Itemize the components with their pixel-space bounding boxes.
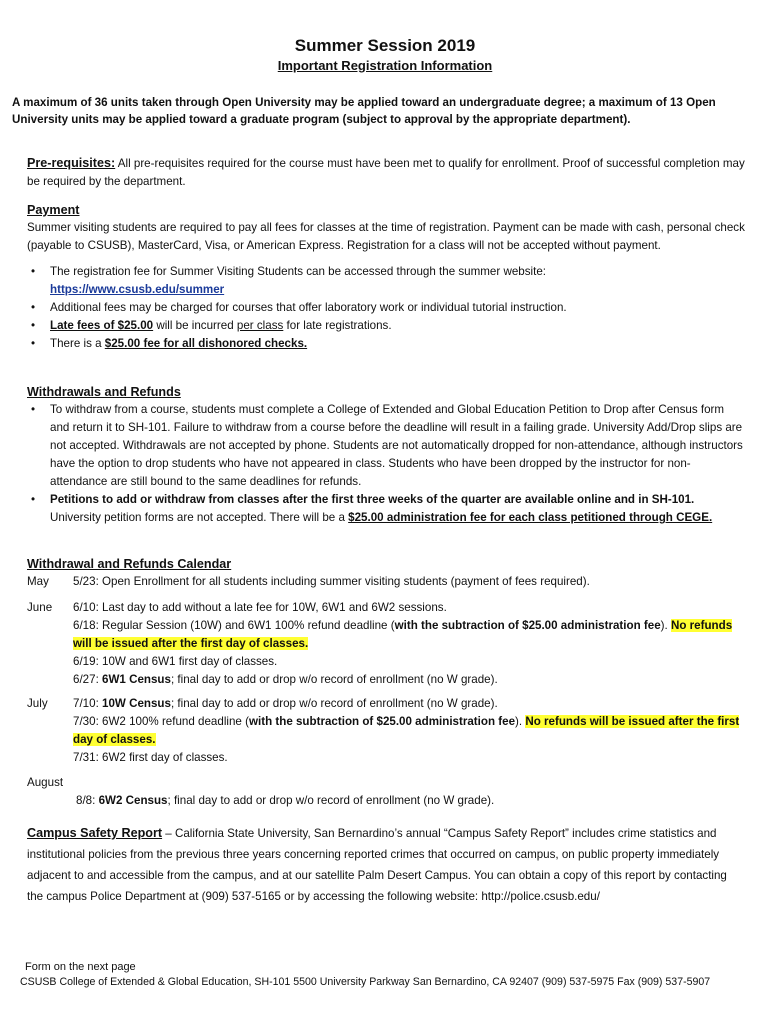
- list-item: • Additional fees may be charged for courses that offer laboratory work or individual tutorial instruction.: [27, 299, 745, 317]
- dishonored-check-fee: $25.00 fee for all dishonored checks.: [104, 337, 308, 350]
- list-item: • To withdraw from a course, students must complete a College of Extended and Global Education Petition to Drop after Census form and return it to SH-101. Failure to withdraw from a course before the deadline will result in a failing grade. University Add/Drop slips are not accepted. Withdrawals are not accepted by phone. Students are not automatically dropped for non-attendance, although instructors have the option to drop students who have not appeared in class. Students who have been dropped by the instructor for non-attendance are still bound to the same deadlines for refunds.: [27, 401, 745, 491]
- campus-safety-heading: Campus Safety Report: [27, 826, 163, 840]
- punctuation: ).: [660, 619, 671, 632]
- footer-address: CSUSB College of Extended & Global Education, SH-101 5500 University Parkway San Bernardino, CA 92407 (909) 537-5975 Fax (909) 537-5907: [20, 976, 711, 988]
- payment-bullets: [27, 263, 745, 353]
- census-label: 10W Census: [102, 697, 171, 710]
- calendar-august: [27, 774, 745, 810]
- campus-safety-text: – California State University, San Bernardino’s annual “Campus Safety Report” includes crime statistics and institutional policies from the previous three years concerning reported crimes that occurred on campus, on public property immediately adjacent to and accessible from the campus, and at our satellite Palm Desert Campus. You can obtain a copy of this report by contacting the campus Police Department at (909) 537-5165 or by accessing the following website: http://police.csusb.edu/: [27, 827, 727, 903]
- page-subtitle: Important Registration Information: [277, 58, 493, 73]
- withdrawals-heading: Withdrawals and Refunds: [27, 385, 181, 399]
- list-item: [27, 335, 745, 353]
- no-refund-highlight: No refunds will be issued after the first day of classes.: [73, 619, 733, 650]
- list-item: [27, 491, 745, 527]
- month-label: May: [27, 575, 49, 588]
- late-fee-text: will be incurred: [153, 319, 237, 332]
- census-label: 6W2 Census: [98, 794, 168, 807]
- late-fee-amount: Late fees of $25.00: [50, 319, 154, 332]
- per-class-text: per class: [236, 319, 284, 332]
- payment-heading: Payment: [27, 203, 80, 217]
- calendar-line: 6/19: 10W and 6W1 first day of classes.: [73, 655, 278, 668]
- form-next-page-note: Form on the next page: [25, 961, 136, 973]
- no-refund-highlight: No refunds will be issued after the first day of classes.: [73, 715, 740, 746]
- prerequisites-section: [27, 154, 745, 191]
- calendar-june: [27, 599, 745, 689]
- dishonored-prefix: There is a: [50, 337, 105, 350]
- census-text: ; final day to add or drop w/o record of enrollment (no W grade).: [170, 673, 498, 686]
- month-label: June: [27, 601, 53, 614]
- payment-text: Summer visiting students are required to pay all fees for classes at the time of registration. Payment can be made with cash, personal check (payable to CSUSB), MasterCard, Visa, or American Express. Registration for a class will not be accepted without payment.: [27, 221, 745, 252]
- census-text: ; final day to add or drop w/o record of enrollment (no W grade).: [167, 794, 495, 807]
- calendar-line: [76, 792, 745, 810]
- registration-fee-text: The registration fee for Summer Visiting Students can be accessed through the summer website:: [50, 265, 546, 278]
- subtraction-note: with the subtraction of $25.00 administration fee: [394, 619, 661, 632]
- date-text: 8/8:: [76, 794, 99, 807]
- calendar-july: [27, 695, 745, 767]
- payment-section: [27, 201, 745, 353]
- date-text: 6/27:: [73, 673, 103, 686]
- census-label: 6W1 Census: [102, 673, 171, 686]
- prerequisites-text: All pre-requisites required for the course must have been met to qualify for enrollment. Proof of successful completion may be required by the department.: [27, 157, 745, 188]
- calendar-line: 5/23: Open Enrollment for all students including summer visiting students (payment of fees required).: [73, 575, 590, 588]
- census-text: ; final day to add or drop w/o record of enrollment (no W grade).: [170, 697, 498, 710]
- calendar-may: [27, 573, 745, 591]
- refund-deadline-text: 7/30: 6W2 100% refund deadline (: [73, 715, 249, 728]
- prerequisites-heading: Pre-requisites:: [27, 156, 116, 170]
- refund-deadline-text: 6/18: Regular Session (10W) and 6W1 100% refund deadline (: [73, 619, 395, 632]
- petition-notice: Petitions to add or withdraw from classes after the first three weeks of the quarter are available online and in SH-101.: [50, 493, 695, 506]
- date-text: 7/10:: [73, 697, 103, 710]
- withdrawals-bullets: [27, 401, 745, 527]
- petition-text: University petition forms are not accepted. There will be a: [50, 511, 349, 524]
- calendar-section: [27, 555, 745, 573]
- list-item: [27, 317, 745, 335]
- month-label: August: [27, 776, 64, 789]
- calendar-line: [73, 671, 745, 689]
- late-fee-suffix: for late registrations.: [283, 319, 392, 332]
- calendar-line: 7/31: 6W2 first day of classes.: [73, 751, 228, 764]
- page-title: Summer Session 2019: [294, 36, 476, 55]
- units-notice: A maximum of 36 units taken through Open University may be applied toward an undergraduate degree; a maximum of 13 Open University units may be applied toward a graduate program (subject to approval by the appropriate department).: [12, 96, 716, 126]
- withdrawals-section: [27, 383, 745, 527]
- subtraction-note: with the subtraction of $25.00 administration fee: [248, 715, 516, 728]
- calendar-line: [73, 695, 745, 713]
- month-label: July: [27, 697, 48, 710]
- campus-safety-section: [27, 823, 739, 907]
- summer-website-link[interactable]: https://www.csusb.edu/summer: [50, 283, 225, 296]
- admin-fee-notice: $25.00 administration fee for each class petitioned through CEGE.: [348, 511, 713, 524]
- calendar-line: [73, 713, 745, 749]
- punctuation: ).: [515, 715, 526, 728]
- list-item: [27, 263, 745, 299]
- calendar-line: 6/10: Last day to add without a late fee for 10W, 6W1 and 6W2 sessions.: [73, 601, 447, 614]
- calendar-line: [73, 617, 745, 653]
- calendar-heading: Withdrawal and Refunds Calendar: [27, 557, 232, 571]
